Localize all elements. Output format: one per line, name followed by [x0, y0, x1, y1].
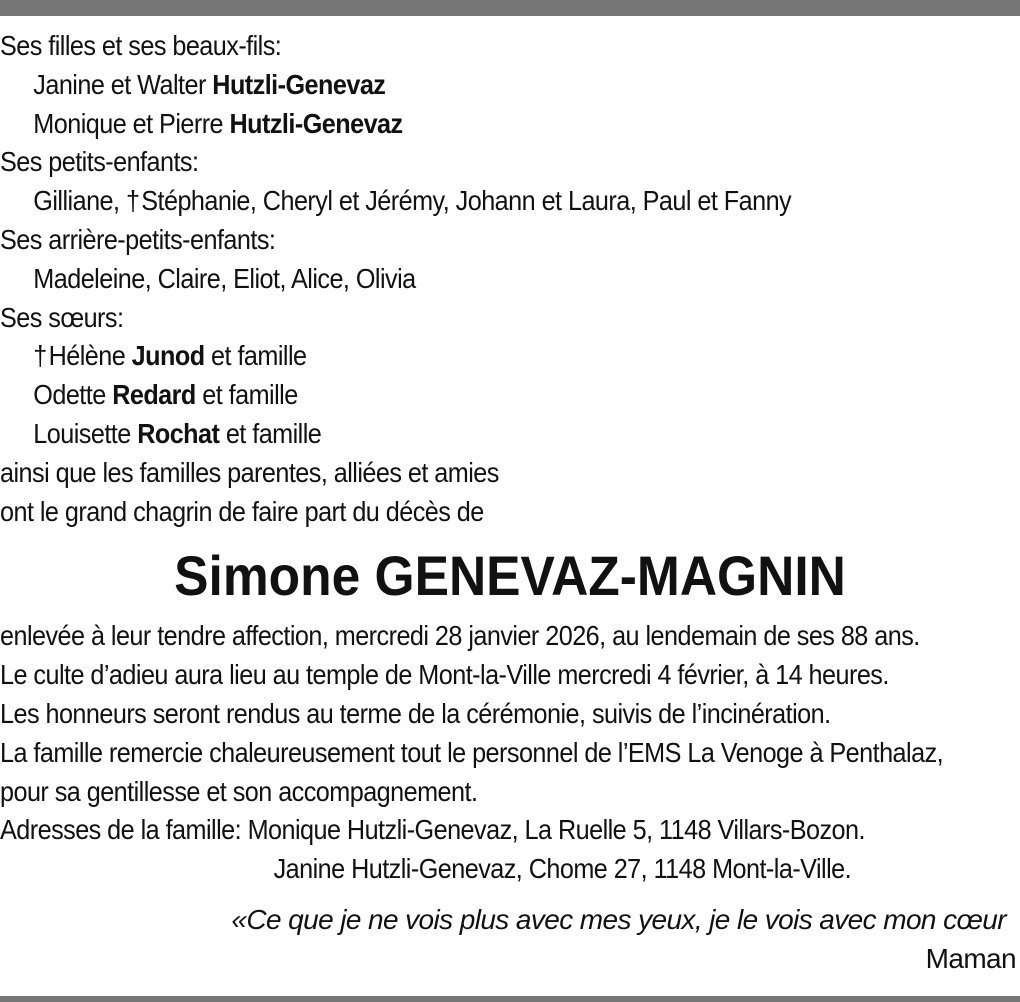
daughter-line-1: [0, 66, 918, 105]
daughter-1-first-names: Janine et Walter: [33, 68, 206, 100]
sister-1-surname: Junod: [131, 340, 205, 372]
grandchildren-heading: Ses petits-enfants:: [0, 146, 199, 178]
sister-line-3: [0, 415, 918, 454]
sister-3-suffix: et famille: [225, 417, 322, 449]
great-grandchildren-names: Madeleine, Claire, Eliot, Alice, Olivia: [33, 262, 416, 294]
daughter-1-surname: Hutzli-Genevaz: [212, 68, 386, 100]
deceased-name: Simone GENEVAZ-MAGNIN: [174, 544, 846, 608]
sister-line-2: [0, 376, 918, 415]
grandchildren-line: [0, 182, 918, 221]
signature: Maman: [925, 942, 1016, 974]
daughter-2-first-names: Monique et Pierre: [33, 107, 224, 139]
sister-line-1: [0, 337, 918, 376]
deceased-cross-icon: †: [33, 340, 47, 372]
detail-line-3: Les honneurs seront rendus au terme de la cérémonie, suivis de l’incinération.: [0, 697, 831, 729]
address-1: Monique Hutzli-Genevaz, La Ruelle 5, 1148 Villars-Bozon.: [247, 814, 865, 846]
grandchildren-lead: Gilliane,: [33, 185, 120, 217]
death-notice: [0, 27, 1020, 979]
sister-2-first-name: Odette: [33, 379, 106, 411]
top-rule: [0, 0, 1020, 16]
detail-line-1: enlevée à leur tendre affection, mercredi 28 janvier 2026, au lendemain de ses 88 ans.: [0, 620, 920, 652]
sister-2-suffix: et famille: [202, 379, 298, 411]
address-line-1: [0, 811, 918, 850]
daughter-2-surname: Hutzli-Genevaz: [229, 107, 403, 139]
deceased-cross-icon: †: [125, 185, 140, 217]
daughters-heading: Ses filles et ses beaux-fils:: [0, 30, 282, 61]
address-label: Adresses de la famille:: [0, 814, 242, 846]
address-line-2: Janine Hutzli-Genevaz, Chome 27, 1148 Mont-la-Ville.: [273, 853, 852, 885]
bottom-rule: [0, 996, 1020, 1002]
detail-line-2: Le culte d’adieu aura lieu au temple de Mont-la-Ville mercredi 4 février, à 14 heures.: [0, 659, 889, 691]
closing-quote: «Ce que je ne vois plus avec mes yeux, je le vois avec mon cœur: [231, 903, 1006, 935]
relatives-line: ainsi que les familles parentes, alliées et amies: [0, 456, 499, 488]
great-grandchildren-heading: Ses arrière-petits-enfants:: [0, 223, 276, 255]
sister-1-suffix: et famille: [211, 340, 307, 372]
detail-line-4: La famille remercie chaleureusement tout le personnel de l’EMS La Venoge à Penthalaz,: [0, 736, 944, 768]
sister-3-first-name: Louisette: [33, 417, 131, 449]
sister-2-surname: Redard: [112, 379, 196, 411]
announcement-line: ont le grand chagrin de faire part du décès de: [0, 495, 484, 527]
detail-line-5: pour sa gentillesse et son accompagnement.: [0, 775, 478, 807]
sister-1-first-name: Hélène: [48, 340, 126, 372]
daughter-line-2: [0, 105, 918, 144]
sisters-heading: Ses sœurs:: [0, 301, 124, 333]
grandchildren-names: Stéphanie, Cheryl et Jérémy, Johann et Laura, Paul et Fanny: [141, 185, 792, 217]
sister-3-surname: Rochat: [137, 417, 220, 449]
